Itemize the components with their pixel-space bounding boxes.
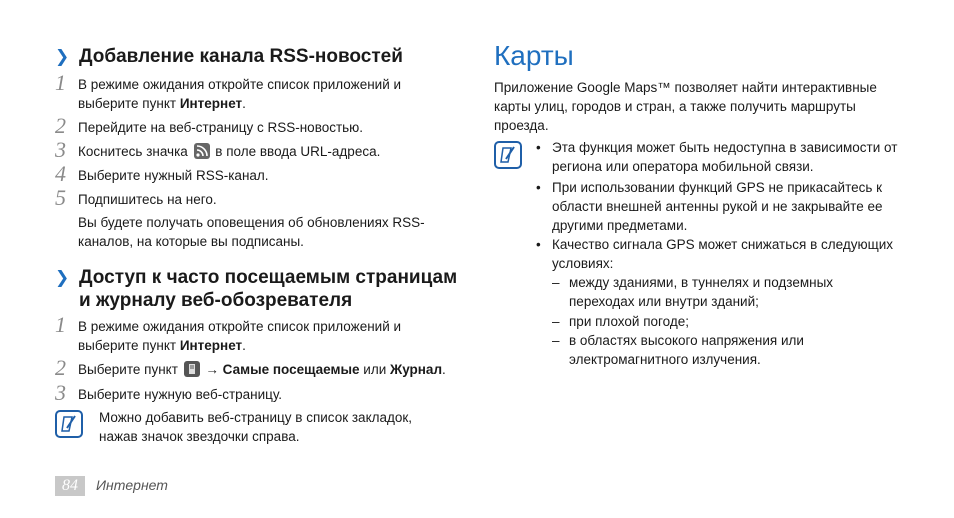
intro-paragraph: Приложение Google Maps™ позволяет найти интерактивные карты улиц, городов и стран, а также получить маршруты проезда. [494, 80, 877, 133]
bullet-item: • При использовании функций GPS не прикасайтесь к области внешней антенны рукой и не закрывайте ее другими предметами. [536, 180, 883, 233]
note-icon [55, 410, 83, 438]
dash-item: – при плохой погоде; [552, 314, 689, 329]
step-3: 3 Выберите нужную веб-страницу. [55, 380, 283, 405]
page-title: Карты [494, 40, 574, 71]
step-5-result: Вы будете получать оповещения об обновлениях RSS-каналов, на которые вы подписаны. [78, 215, 425, 249]
step-5: 5 Подпишитесь на него. [55, 185, 217, 210]
section-heading-rss: ❯ Добавление канала RSS-новостей [55, 46, 403, 67]
note-icon [494, 141, 522, 169]
step-1: 1 В режиме ожидания откройте список приложений и выберите пункт Интернет. [55, 312, 402, 353]
note-text: Можно добавить веб-страницу в список закладок, нажав значок звездочки справа. [99, 410, 413, 444]
rss-icon [194, 143, 210, 159]
step-3: 3 Коснитесь значка в поле ввода URL-адреса. [55, 137, 381, 162]
step-1: 1 В режиме ожидания откройте список приложений и выберите пункт Интернет. [55, 70, 402, 111]
chevron-right-icon: ❯ [55, 268, 70, 287]
bullet-item: • Качество сигнала GPS может снижаться в следующих условиях: [536, 237, 893, 271]
page-number: 84 [55, 476, 85, 496]
section-heading-history: ❯ Доступ к часто посещаемым страницам и журналу веб-обозревателя [55, 267, 458, 311]
step-2: 2 Перейдите на веб-страницу с RSS-новостью. [55, 113, 364, 138]
bullet-item: • Эта функция может быть недоступна в зависимости от региона или оператора мобильной связи. [536, 140, 898, 174]
footer-section-label: Интернет [96, 477, 168, 493]
chevron-right-icon: ❯ [55, 47, 70, 66]
step-4: 4 Выберите нужный RSS-канал. [55, 161, 269, 186]
bookmark-icon [184, 361, 200, 377]
dash-item: – в областях высокого напряжения или электромагнитного излучения. [552, 333, 804, 367]
dash-item: – между зданиями, в туннелях и подземных переходах или внутри зданий; [552, 275, 834, 309]
step-2: 2 Выберите пункт → Самые посещаемые или Журнал. [55, 355, 446, 380]
